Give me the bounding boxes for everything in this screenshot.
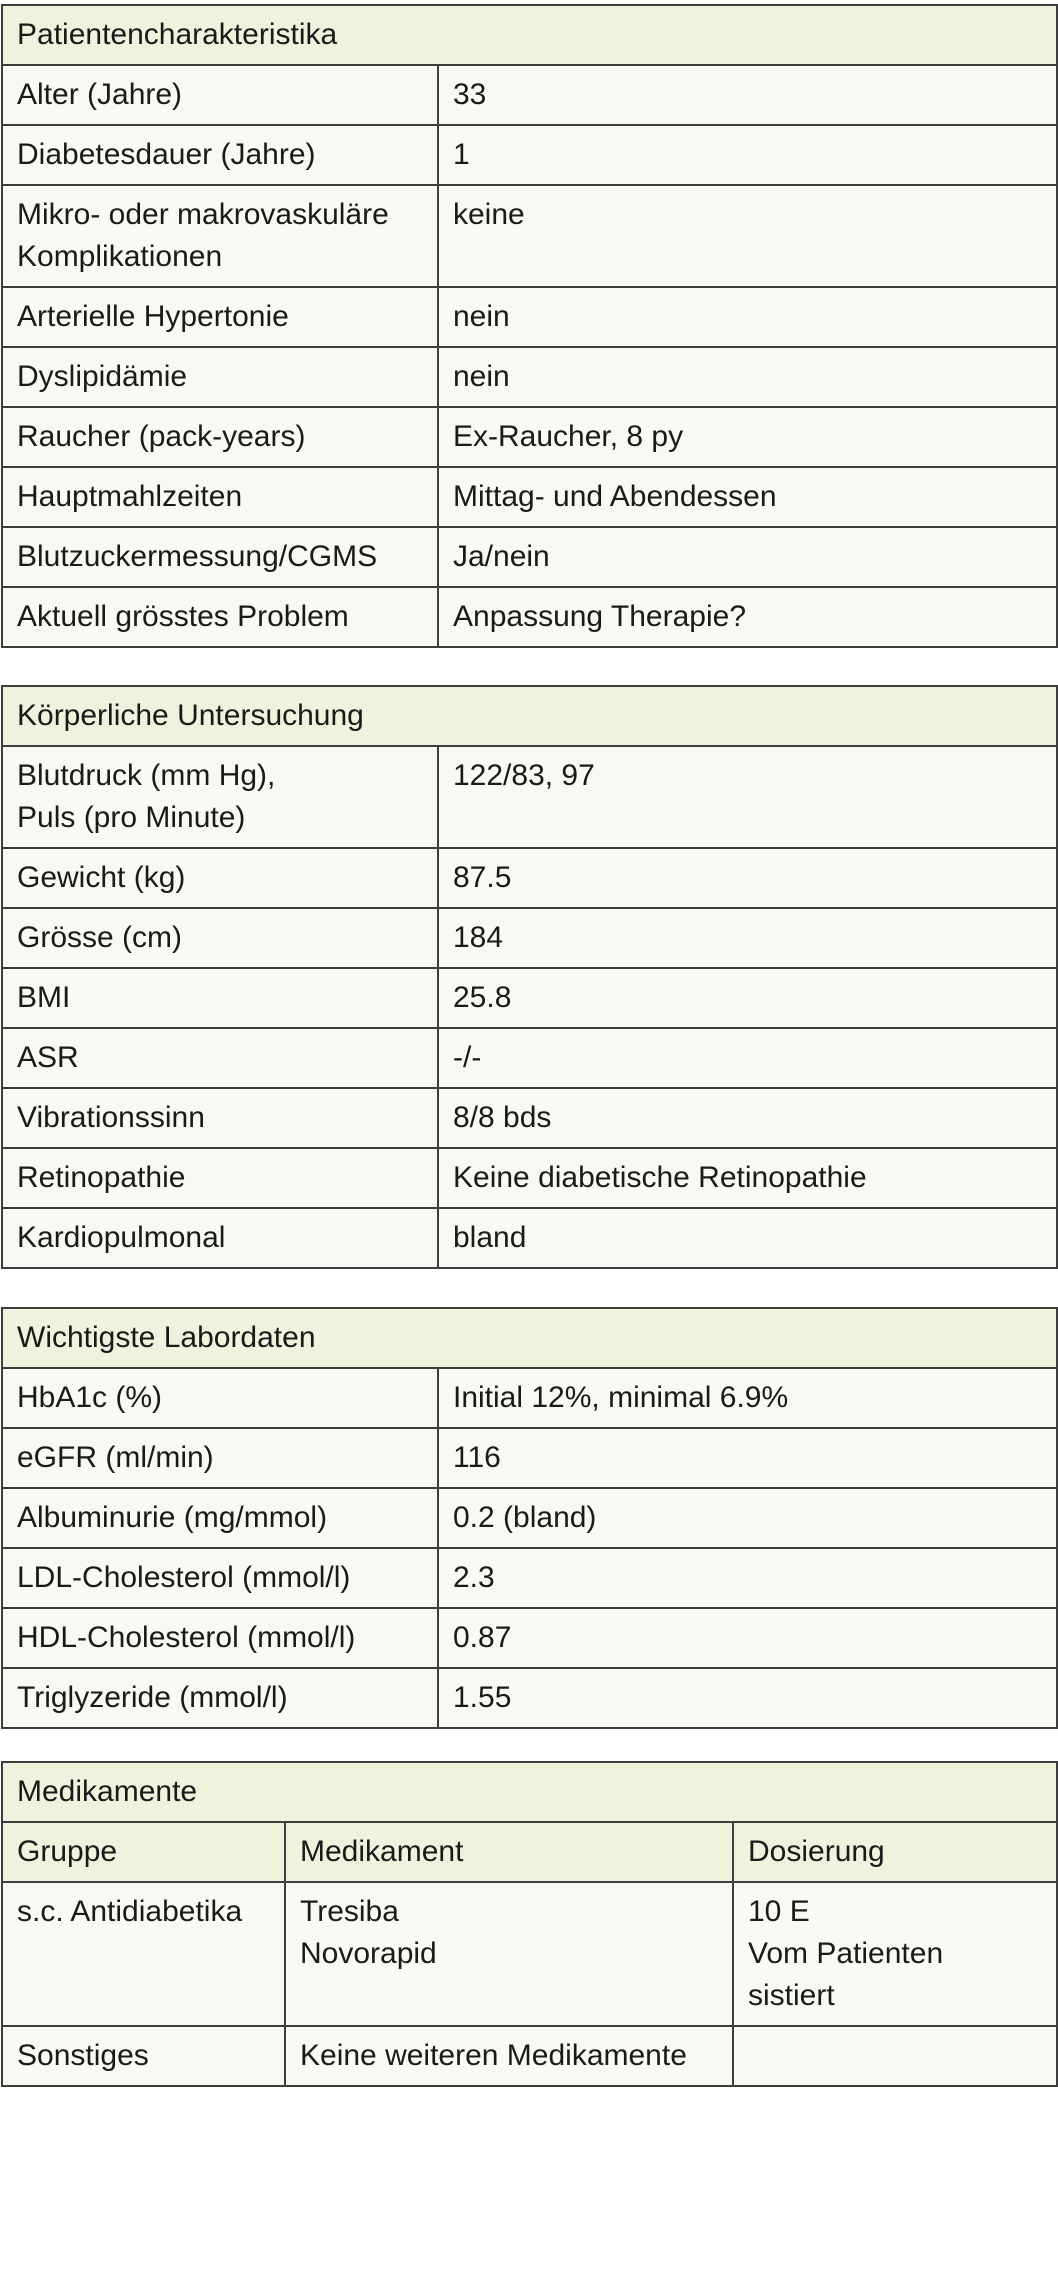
table-row <box>2 287 1057 347</box>
row-value: 2.3 <box>438 1548 1057 1608</box>
table-row <box>2 1088 1057 1148</box>
section-title: Medikamente <box>2 1762 1057 1822</box>
row-value: Mittag- und Abendessen <box>438 467 1057 527</box>
row-label: HbA1c (%) <box>2 1368 438 1428</box>
row-label: Kardiopulmonal <box>2 1208 438 1268</box>
row-value: Ja/nein <box>438 527 1057 587</box>
column-header-dose: Dosierung <box>733 1822 1057 1882</box>
row-label: Diabetesdauer (Jahre) <box>2 125 438 185</box>
row-label: Grösse (cm) <box>2 908 438 968</box>
row-label: Blutzuckermessung/CGMS <box>2 527 438 587</box>
row-label: HDL-Cholesterol (mmol/l) <box>2 1608 438 1668</box>
row-value: nein <box>438 287 1057 347</box>
row-label: Aktuell grösstes Problem <box>2 587 438 647</box>
row-value: 33 <box>438 65 1057 125</box>
column-header-drug: Medikament <box>285 1822 733 1882</box>
table-row <box>2 347 1057 407</box>
row-value: nein <box>438 347 1057 407</box>
row-label: Triglyzeride (mmol/l) <box>2 1668 438 1728</box>
row-label: Blutdruck (mm Hg), Puls (pro Minute) <box>2 746 438 848</box>
row-value: 1.55 <box>438 1668 1057 1728</box>
table-row <box>2 1668 1057 1728</box>
table-row <box>2 407 1057 467</box>
row-value: -/- <box>438 1028 1057 1088</box>
column-header-row <box>2 1822 1057 1882</box>
column-header-group: Gruppe <box>2 1822 285 1882</box>
row-label: Dyslipidämie <box>2 347 438 407</box>
row-value: 122/83, 97 <box>438 746 1057 848</box>
med-dose: 10 E Vom Patienten sistiert <box>733 1882 1057 2026</box>
table-row <box>2 1368 1057 1428</box>
row-value: 184 <box>438 908 1057 968</box>
med-dose <box>733 2026 1057 2086</box>
row-label: LDL-Cholesterol (mmol/l) <box>2 1548 438 1608</box>
physical-exam-table <box>1 685 1058 1269</box>
row-label: Retinopathie <box>2 1148 438 1208</box>
row-value: Anpassung Therapie? <box>438 587 1057 647</box>
row-value: 8/8 bds <box>438 1088 1057 1148</box>
table-row <box>2 848 1057 908</box>
medication-table <box>1 1761 1058 2087</box>
table-row <box>2 1608 1057 1668</box>
table-header-row <box>2 1762 1057 1822</box>
section-title: Wichtigste Labordaten <box>2 1308 1057 1368</box>
row-value: Initial 12%, minimal 6.9% <box>438 1368 1057 1428</box>
section-title: Körperliche Untersuchung <box>2 686 1057 746</box>
row-label: Alter (Jahre) <box>2 65 438 125</box>
med-drug: Keine weiteren Medikamente <box>285 2026 733 2086</box>
table-row <box>2 968 1057 1028</box>
row-value: bland <box>438 1208 1057 1268</box>
table-header-row <box>2 5 1057 65</box>
table-row <box>2 908 1057 968</box>
table-row <box>2 467 1057 527</box>
row-label: Raucher (pack-years) <box>2 407 438 467</box>
med-drug: Tresiba Novorapid <box>285 1882 733 2026</box>
row-value: Ex-Raucher, 8 py <box>438 407 1057 467</box>
row-value: 116 <box>438 1428 1057 1488</box>
row-value: 25.8 <box>438 968 1057 1028</box>
row-label: BMI <box>2 968 438 1028</box>
row-label: Albuminurie (mg/mmol) <box>2 1488 438 1548</box>
table-row <box>2 1028 1057 1088</box>
table-row <box>2 2026 1057 2086</box>
table-row <box>2 1428 1057 1488</box>
row-label: Gewicht (kg) <box>2 848 438 908</box>
row-value: keine <box>438 185 1057 287</box>
table-row <box>2 1882 1057 2026</box>
lab-data-table <box>1 1307 1058 1729</box>
table-header-row <box>2 686 1057 746</box>
row-value: Keine diabetische Retinopathie <box>438 1148 1057 1208</box>
table-row <box>2 1148 1057 1208</box>
table-row <box>2 587 1057 647</box>
row-value: 1 <box>438 125 1057 185</box>
table-row <box>2 65 1057 125</box>
table-row <box>2 527 1057 587</box>
section-title: Patientencharakteristika <box>2 5 1057 65</box>
med-group: Sonstiges <box>2 2026 285 2086</box>
row-value: 0.87 <box>438 1608 1057 1668</box>
row-label: Arterielle Hypertonie <box>2 287 438 347</box>
table-row <box>2 1488 1057 1548</box>
row-value: 87.5 <box>438 848 1057 908</box>
row-label: ASR <box>2 1028 438 1088</box>
table-row <box>2 125 1057 185</box>
table-row <box>2 746 1057 848</box>
patient-characteristics-table <box>1 4 1058 648</box>
row-label: Mikro- oder makrovaskuläre Komplikationen <box>2 185 438 287</box>
table-header-row <box>2 1308 1057 1368</box>
row-label: Hauptmahlzeiten <box>2 467 438 527</box>
row-value: 0.2 (bland) <box>438 1488 1057 1548</box>
table-row <box>2 1548 1057 1608</box>
table-row <box>2 185 1057 287</box>
row-label: Vibrationssinn <box>2 1088 438 1148</box>
row-label: eGFR (ml/min) <box>2 1428 438 1488</box>
table-row <box>2 1208 1057 1268</box>
med-group: s.c. Antidiabetika <box>2 1882 285 2026</box>
